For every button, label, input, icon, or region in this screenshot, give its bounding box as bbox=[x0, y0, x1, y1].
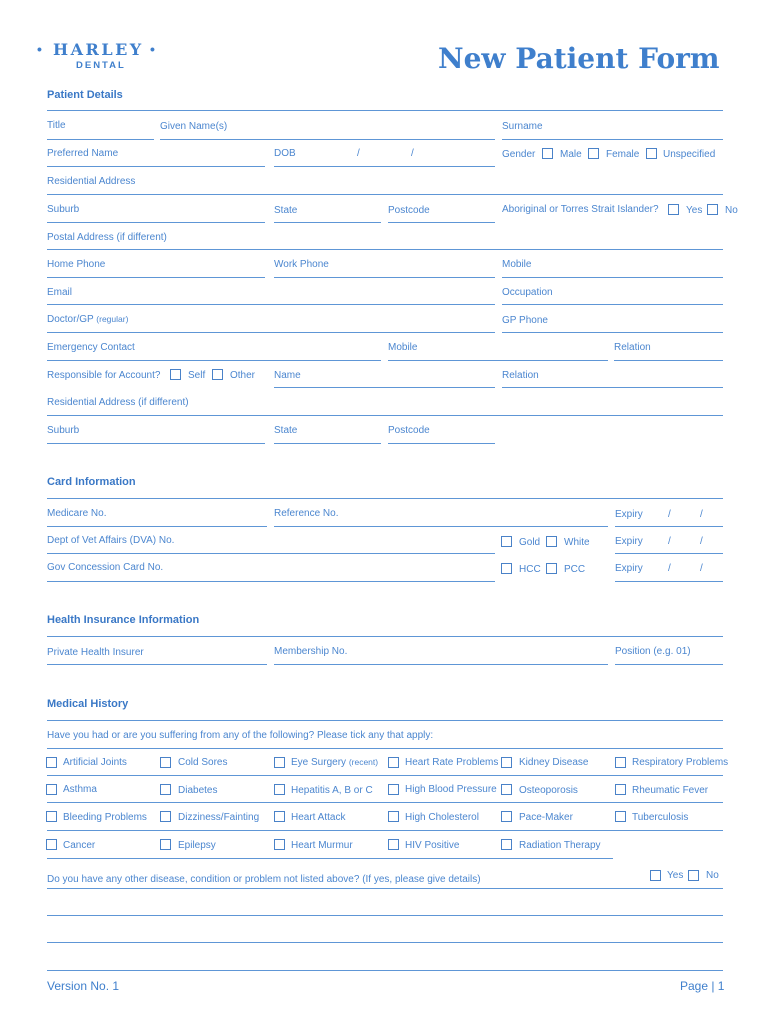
version-number: Version No. 1 bbox=[47, 979, 120, 993]
label-postcode-2: Postcode bbox=[388, 425, 430, 436]
logo-dot-right: • bbox=[150, 41, 155, 57]
condition-label: Rheumatic Fever bbox=[632, 785, 709, 796]
given-name-field[interactable] bbox=[160, 139, 495, 140]
home-phone-field[interactable] bbox=[47, 277, 265, 278]
title-field[interactable] bbox=[47, 139, 154, 140]
emergency-mobile-field[interactable] bbox=[388, 360, 608, 361]
page-title: New Patient Form bbox=[438, 42, 720, 75]
dva-expiry-field[interactable] bbox=[615, 553, 723, 554]
concession-hcc-checkbox[interactable] bbox=[501, 563, 512, 574]
other-disease-question: Do you have any other disease, condition or problem not listed above? (If yes, please give details) bbox=[47, 874, 481, 885]
expiry-slash: / bbox=[668, 536, 671, 547]
gp-phone-field[interactable] bbox=[502, 332, 723, 333]
condition-checkbox[interactable] bbox=[160, 757, 171, 768]
postal-address-field[interactable] bbox=[47, 249, 723, 250]
label-responsible-account: Responsible for Account? bbox=[47, 370, 161, 381]
label-postcode: Postcode bbox=[388, 205, 430, 216]
condition-checkbox[interactable] bbox=[615, 811, 626, 822]
label-reference: Reference No. bbox=[274, 508, 339, 519]
condition-label: Kidney Disease bbox=[519, 757, 589, 768]
label-medicare: Medicare No. bbox=[47, 508, 107, 519]
responsible-self-checkbox[interactable] bbox=[170, 369, 181, 380]
condition-checkbox[interactable] bbox=[46, 784, 57, 795]
details-line[interactable] bbox=[47, 915, 723, 916]
expiry-slash: / bbox=[700, 563, 703, 574]
state-field-2[interactable] bbox=[274, 443, 381, 444]
section-rule bbox=[47, 110, 723, 111]
label-gender: Gender bbox=[502, 149, 536, 160]
condition-label: HIV Positive bbox=[405, 840, 460, 851]
section-medical-history: Medical History bbox=[47, 698, 129, 710]
gender-male-checkbox[interactable] bbox=[542, 148, 553, 159]
aboriginal-no-checkbox[interactable] bbox=[707, 204, 718, 215]
section-rule bbox=[47, 636, 723, 637]
label-no: No bbox=[706, 870, 719, 881]
postcode-field[interactable] bbox=[388, 222, 495, 223]
details-line[interactable] bbox=[47, 888, 723, 889]
condition-label: Pace-Maker bbox=[519, 812, 573, 823]
surname-field[interactable] bbox=[502, 139, 723, 140]
label-surname: Surname bbox=[502, 121, 543, 132]
label-position: Position (e.g. 01) bbox=[615, 646, 691, 657]
residential-different-field[interactable] bbox=[47, 415, 723, 416]
logo-wordmark: HARLEY bbox=[53, 40, 144, 59]
label-expiry: Expiry bbox=[615, 536, 643, 547]
condition-checkbox[interactable] bbox=[274, 839, 285, 850]
condition-checkbox[interactable] bbox=[274, 784, 285, 795]
label-work-phone: Work Phone bbox=[274, 259, 329, 270]
reference-field[interactable] bbox=[274, 526, 608, 527]
label-other: Other bbox=[230, 370, 256, 381]
mobile-field[interactable] bbox=[502, 277, 723, 278]
grid-rule bbox=[47, 858, 613, 859]
emergency-contact-field[interactable] bbox=[47, 360, 381, 361]
label-suburb: Suburb bbox=[47, 204, 80, 215]
condition-checkbox[interactable] bbox=[388, 757, 399, 768]
label-relation: Relation bbox=[502, 370, 539, 381]
label-expiry: Expiry bbox=[615, 563, 643, 574]
label-dob: DOB bbox=[274, 148, 296, 159]
condition-label: Cold Sores bbox=[178, 757, 228, 768]
logo-dot-left: • bbox=[37, 41, 42, 57]
dob-slash: / bbox=[411, 148, 414, 159]
footer-rule bbox=[47, 970, 723, 971]
emergency-relation-field[interactable] bbox=[614, 360, 723, 361]
label-mobile: Mobile bbox=[502, 259, 532, 270]
label-male: Male bbox=[560, 149, 582, 160]
condition-checkbox[interactable] bbox=[46, 811, 57, 822]
condition-checkbox[interactable] bbox=[160, 839, 171, 850]
dva-field[interactable] bbox=[47, 553, 495, 554]
label-doctor-gp: Doctor/GP (regular) bbox=[47, 314, 129, 325]
other-disease-yes-checkbox[interactable] bbox=[650, 870, 661, 881]
gov-concession-field[interactable] bbox=[47, 581, 495, 582]
label-expiry: Expiry bbox=[615, 509, 643, 520]
residential-address-field[interactable] bbox=[47, 194, 723, 195]
dva-gold-checkbox[interactable] bbox=[501, 536, 512, 547]
condition-label: Osteoporosis bbox=[519, 785, 578, 796]
label-pcc: PCC bbox=[564, 564, 586, 575]
label-gp-phone: GP Phone bbox=[502, 315, 548, 326]
medicare-expiry-field[interactable] bbox=[615, 526, 723, 527]
grid-rule bbox=[47, 802, 723, 803]
medical-question: Have you had or are you suffering from any of the following? Please tick any that apply: bbox=[47, 730, 434, 741]
page-number: Page | 1 bbox=[680, 979, 725, 993]
section-patient-details: Patient Details bbox=[47, 89, 123, 101]
doctor-gp-field[interactable] bbox=[47, 332, 495, 333]
label-residential-different: Residential Address (if different) bbox=[47, 397, 189, 408]
label-dva: Dept of Vet Affairs (DVA) No. bbox=[47, 535, 175, 546]
label-yes: Yes bbox=[667, 870, 684, 881]
expiry-slash: / bbox=[700, 536, 703, 547]
label-occupation: Occupation bbox=[502, 287, 553, 298]
condition-label: Respiratory Problems bbox=[632, 757, 729, 768]
label-gov-concession: Gov Concession Card No. bbox=[47, 562, 164, 573]
grid-rule bbox=[47, 830, 723, 831]
condition-label: Artificial Joints bbox=[63, 757, 127, 768]
dva-white-checkbox[interactable] bbox=[546, 536, 557, 547]
suburb-field[interactable] bbox=[47, 222, 265, 223]
preferred-name-field[interactable] bbox=[47, 166, 265, 167]
label-preferred-name: Preferred Name bbox=[47, 148, 119, 159]
condition-checkbox[interactable] bbox=[501, 811, 512, 822]
condition-checkbox[interactable] bbox=[274, 811, 285, 822]
condition-checkbox[interactable] bbox=[501, 757, 512, 768]
label-gold: Gold bbox=[519, 537, 541, 548]
condition-label: High Cholesterol bbox=[405, 812, 479, 823]
condition-checkbox[interactable] bbox=[615, 757, 626, 768]
aboriginal-yes-checkbox[interactable] bbox=[668, 204, 679, 215]
label-unspecified: Unspecified bbox=[663, 149, 716, 160]
condition-checkbox[interactable] bbox=[160, 784, 171, 795]
suburb-field-2[interactable] bbox=[47, 443, 265, 444]
label-name: Name bbox=[274, 370, 301, 381]
label-aboriginal: Aboriginal or Torres Strait Islander? bbox=[502, 204, 659, 215]
condition-label: Hepatitis A, B or C bbox=[291, 785, 373, 796]
expiry-slash: / bbox=[668, 509, 671, 520]
condition-label: Cancer bbox=[63, 840, 96, 851]
position-field[interactable] bbox=[615, 664, 723, 665]
label-state-2: State bbox=[274, 425, 298, 436]
condition-checkbox[interactable] bbox=[388, 784, 399, 795]
label-emergency-relation: Relation bbox=[614, 342, 651, 353]
dob-slash: / bbox=[357, 148, 360, 159]
section-rule bbox=[47, 720, 723, 721]
label-membership: Membership No. bbox=[274, 646, 348, 657]
condition-checkbox[interactable] bbox=[501, 784, 512, 795]
label-no: No bbox=[725, 205, 738, 216]
condition-label: Tuberculosis bbox=[632, 812, 689, 823]
section-rule bbox=[47, 498, 723, 499]
label-female: Female bbox=[606, 149, 640, 160]
occupation-field[interactable] bbox=[502, 304, 723, 305]
label-emergency-mobile: Mobile bbox=[388, 342, 418, 353]
condition-checkbox[interactable] bbox=[46, 839, 57, 850]
condition-label: Heart Attack bbox=[291, 812, 346, 823]
label-home-phone: Home Phone bbox=[47, 259, 106, 270]
medicare-field[interactable] bbox=[47, 526, 267, 527]
private-insurer-field[interactable] bbox=[47, 664, 267, 665]
label-hcc: HCC bbox=[519, 564, 541, 575]
responsible-name-field[interactable] bbox=[274, 387, 495, 388]
label-email: Email bbox=[47, 287, 73, 298]
condition-label: Asthma bbox=[63, 784, 97, 795]
condition-label: Bleeding Problems bbox=[63, 812, 147, 823]
condition-label: Heart Murmur bbox=[291, 840, 353, 851]
condition-label: Diabetes bbox=[178, 785, 218, 796]
gender-unspecified-checkbox[interactable] bbox=[646, 148, 657, 159]
label-emergency-contact: Emergency Contact bbox=[47, 342, 135, 353]
dob-field[interactable] bbox=[274, 166, 495, 167]
expiry-slash: / bbox=[668, 563, 671, 574]
condition-label: Radiation Therapy bbox=[519, 840, 601, 851]
concession-expiry-field[interactable] bbox=[615, 581, 723, 582]
condition-label: Epilepsy bbox=[178, 840, 216, 851]
condition-label: Heart Rate Problems bbox=[405, 757, 499, 768]
label-residential-address: Residential Address bbox=[47, 176, 136, 187]
medical-question-rule bbox=[47, 748, 723, 749]
condition-checkbox[interactable] bbox=[46, 757, 57, 768]
expiry-slash: / bbox=[700, 509, 703, 520]
label-yes: Yes bbox=[686, 205, 703, 216]
section-health-insurance: Health Insurance Information bbox=[47, 614, 200, 626]
responsible-relation-field[interactable] bbox=[502, 387, 723, 388]
label-suburb-2: Suburb bbox=[47, 425, 80, 436]
label-title: Title bbox=[47, 120, 66, 131]
condition-label: Dizziness/Fainting bbox=[178, 812, 260, 823]
section-card-information: Card Information bbox=[47, 476, 136, 488]
grid-rule bbox=[47, 775, 723, 776]
details-line[interactable] bbox=[47, 942, 723, 943]
condition-checkbox[interactable] bbox=[160, 811, 171, 822]
responsible-other-checkbox[interactable] bbox=[212, 369, 223, 380]
condition-checkbox[interactable] bbox=[388, 811, 399, 822]
condition-checkbox[interactable] bbox=[501, 839, 512, 850]
gender-female-checkbox[interactable] bbox=[588, 148, 599, 159]
other-disease-no-checkbox[interactable] bbox=[688, 870, 699, 881]
email-field[interactable] bbox=[47, 304, 495, 305]
label-private-insurer: Private Health Insurer bbox=[47, 647, 144, 658]
label-postal-address: Postal Address (if different) bbox=[47, 232, 167, 243]
condition-checkbox[interactable] bbox=[274, 757, 285, 768]
label-state: State bbox=[274, 205, 298, 216]
condition-label: Eye Surgery (recent) bbox=[291, 757, 379, 768]
label-white: White bbox=[564, 537, 590, 548]
work-phone-field[interactable] bbox=[274, 277, 495, 278]
condition-checkbox[interactable] bbox=[388, 839, 399, 850]
state-field[interactable] bbox=[274, 222, 381, 223]
condition-label: High Blood Pressure bbox=[405, 784, 497, 795]
postcode-field-2[interactable] bbox=[388, 443, 495, 444]
concession-pcc-checkbox[interactable] bbox=[546, 563, 557, 574]
label-given-names: Given Name(s) bbox=[160, 121, 228, 132]
membership-field[interactable] bbox=[274, 664, 608, 665]
logo-subtitle: DENTAL bbox=[76, 60, 126, 71]
condition-checkbox[interactable] bbox=[615, 784, 626, 795]
label-self: Self bbox=[188, 370, 206, 381]
